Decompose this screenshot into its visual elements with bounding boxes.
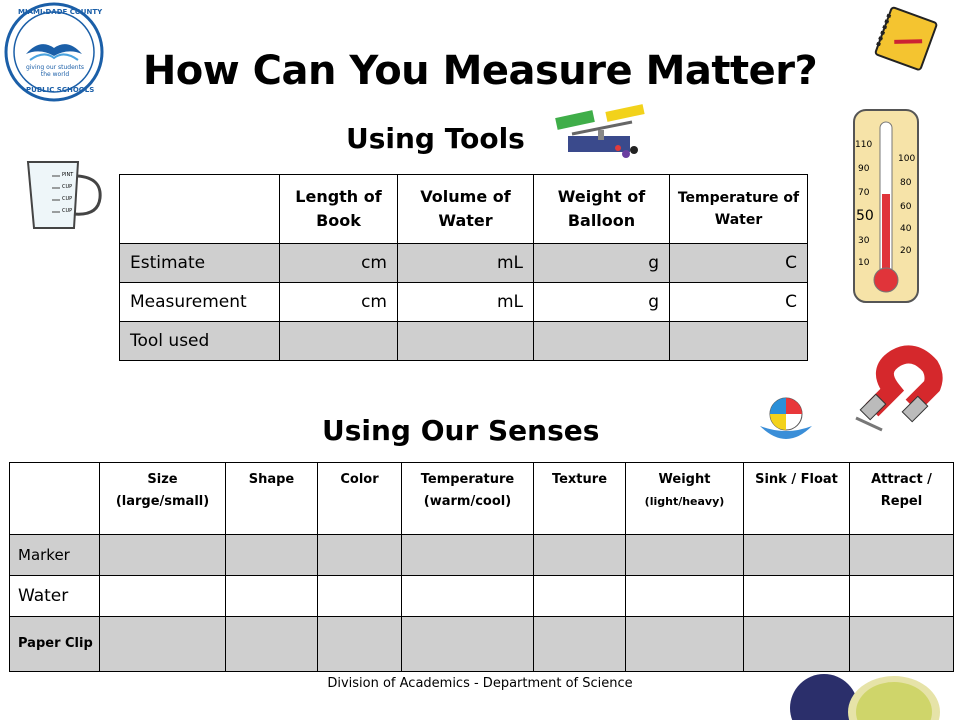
table-cell[interactable]: [744, 617, 850, 672]
thermo-right-label: 40: [900, 224, 912, 234]
table-cell[interactable]: mL: [398, 283, 534, 322]
footer-text: Division of Academics - Department of Science: [327, 676, 633, 691]
column-header: Temperature (warm/cool): [402, 463, 534, 535]
table-cell[interactable]: cm: [280, 244, 398, 283]
cup-mark: CUP: [62, 208, 73, 214]
measuring-cup-icon: [22, 156, 106, 236]
balance-scale-icon: [552, 104, 648, 168]
thermo-left-label: 30: [858, 236, 870, 246]
thermo-left-label: 10: [858, 258, 870, 268]
cup-mark: PINT: [62, 172, 74, 178]
cup-mark: CUP: [62, 184, 73, 190]
thermo-left-label: 90: [858, 164, 870, 174]
table-cell[interactable]: [318, 535, 402, 576]
table-cell[interactable]: C: [670, 283, 808, 322]
table-cell[interactable]: [744, 576, 850, 617]
tools-header-row: [120, 175, 808, 244]
column-header: Sink / Float: [744, 463, 850, 535]
senses-header-row: [10, 463, 954, 535]
table-row: [10, 535, 954, 576]
column-header-weight: [626, 463, 744, 535]
column-header: Color: [318, 463, 402, 535]
table-row: [10, 617, 954, 672]
table-cell[interactable]: [402, 617, 534, 672]
table-cell[interactable]: [534, 617, 626, 672]
table-cell[interactable]: [534, 322, 670, 361]
table-row: [120, 322, 808, 361]
table-cell[interactable]: [226, 535, 318, 576]
thermometer-icon: [852, 108, 920, 304]
thermo-left-label: 110: [855, 140, 873, 150]
table-cell[interactable]: g: [534, 244, 670, 283]
table-cell[interactable]: [670, 322, 808, 361]
row-label: Marker: [10, 535, 100, 576]
column-header: Temperature of Water: [670, 175, 808, 244]
row-label: Tool used: [120, 322, 280, 361]
notebook-icon: [870, 6, 944, 76]
page-title: How Can You Measure Matter?: [142, 48, 818, 94]
column-header: Weight: [658, 472, 711, 487]
table-cell[interactable]: cm: [280, 283, 398, 322]
thermo-left-label: 70: [858, 188, 870, 198]
row-label: Paper Clip: [10, 617, 100, 672]
logo-text-top: MIAMI-DADE COUNTY: [18, 8, 103, 16]
table-cell[interactable]: [100, 576, 226, 617]
table-cell[interactable]: C: [670, 244, 808, 283]
column-header: [120, 175, 280, 244]
table-cell[interactable]: [100, 535, 226, 576]
thermo-right-label: 100: [898, 154, 916, 164]
table-cell[interactable]: [402, 576, 534, 617]
column-header: Weight of Balloon: [534, 175, 670, 244]
table-cell[interactable]: g: [534, 283, 670, 322]
table-cell[interactable]: [280, 322, 398, 361]
column-header: Texture: [534, 463, 626, 535]
cup-mark: CUP: [62, 196, 73, 202]
table-cell[interactable]: [626, 576, 744, 617]
thermo-right-label: 20: [900, 246, 912, 256]
table-cell[interactable]: [534, 535, 626, 576]
table-cell[interactable]: [318, 617, 402, 672]
column-header: Length of Book: [280, 175, 398, 244]
row-label: Measurement: [120, 283, 280, 322]
senses-table: [9, 462, 954, 672]
logo-text-mid: giving our students the world: [25, 64, 85, 78]
column-header: [10, 463, 100, 535]
table-cell[interactable]: [850, 617, 954, 672]
table-cell[interactable]: [318, 576, 402, 617]
table-cell[interactable]: [850, 576, 954, 617]
table-row: [120, 283, 808, 322]
table-row: [120, 244, 808, 283]
row-label: Water: [10, 576, 100, 617]
table-cell[interactable]: [626, 535, 744, 576]
table-cell[interactable]: [100, 617, 226, 672]
column-header: Size (large/small): [100, 463, 226, 535]
table-cell[interactable]: [402, 535, 534, 576]
table-cell[interactable]: [850, 535, 954, 576]
row-label: Estimate: [120, 244, 280, 283]
thermo-right-label: 80: [900, 178, 912, 188]
logo-text-bottom: PUBLIC SCHOOLS: [26, 86, 95, 94]
column-header: Shape: [226, 463, 318, 535]
table-cell[interactable]: mL: [398, 244, 534, 283]
table-cell[interactable]: [534, 576, 626, 617]
table-cell[interactable]: [398, 322, 534, 361]
thermo-left-label: 50: [856, 208, 874, 224]
column-header: Volume of Water: [398, 175, 534, 244]
tools-table: [119, 174, 808, 361]
tools-heading: Using Tools: [346, 122, 525, 155]
magnet-icon: [852, 340, 948, 440]
column-header: Attract / Repel: [850, 463, 954, 535]
table-row: [10, 576, 954, 617]
thermo-right-label: 60: [900, 202, 912, 212]
column-subheader: (light/heavy): [644, 495, 725, 508]
beach-ball-water-icon: [756, 392, 816, 452]
table-cell[interactable]: [226, 576, 318, 617]
table-cell[interactable]: [626, 617, 744, 672]
table-cell[interactable]: [226, 617, 318, 672]
table-cell[interactable]: [744, 535, 850, 576]
senses-heading: Using Our Senses: [322, 414, 600, 447]
